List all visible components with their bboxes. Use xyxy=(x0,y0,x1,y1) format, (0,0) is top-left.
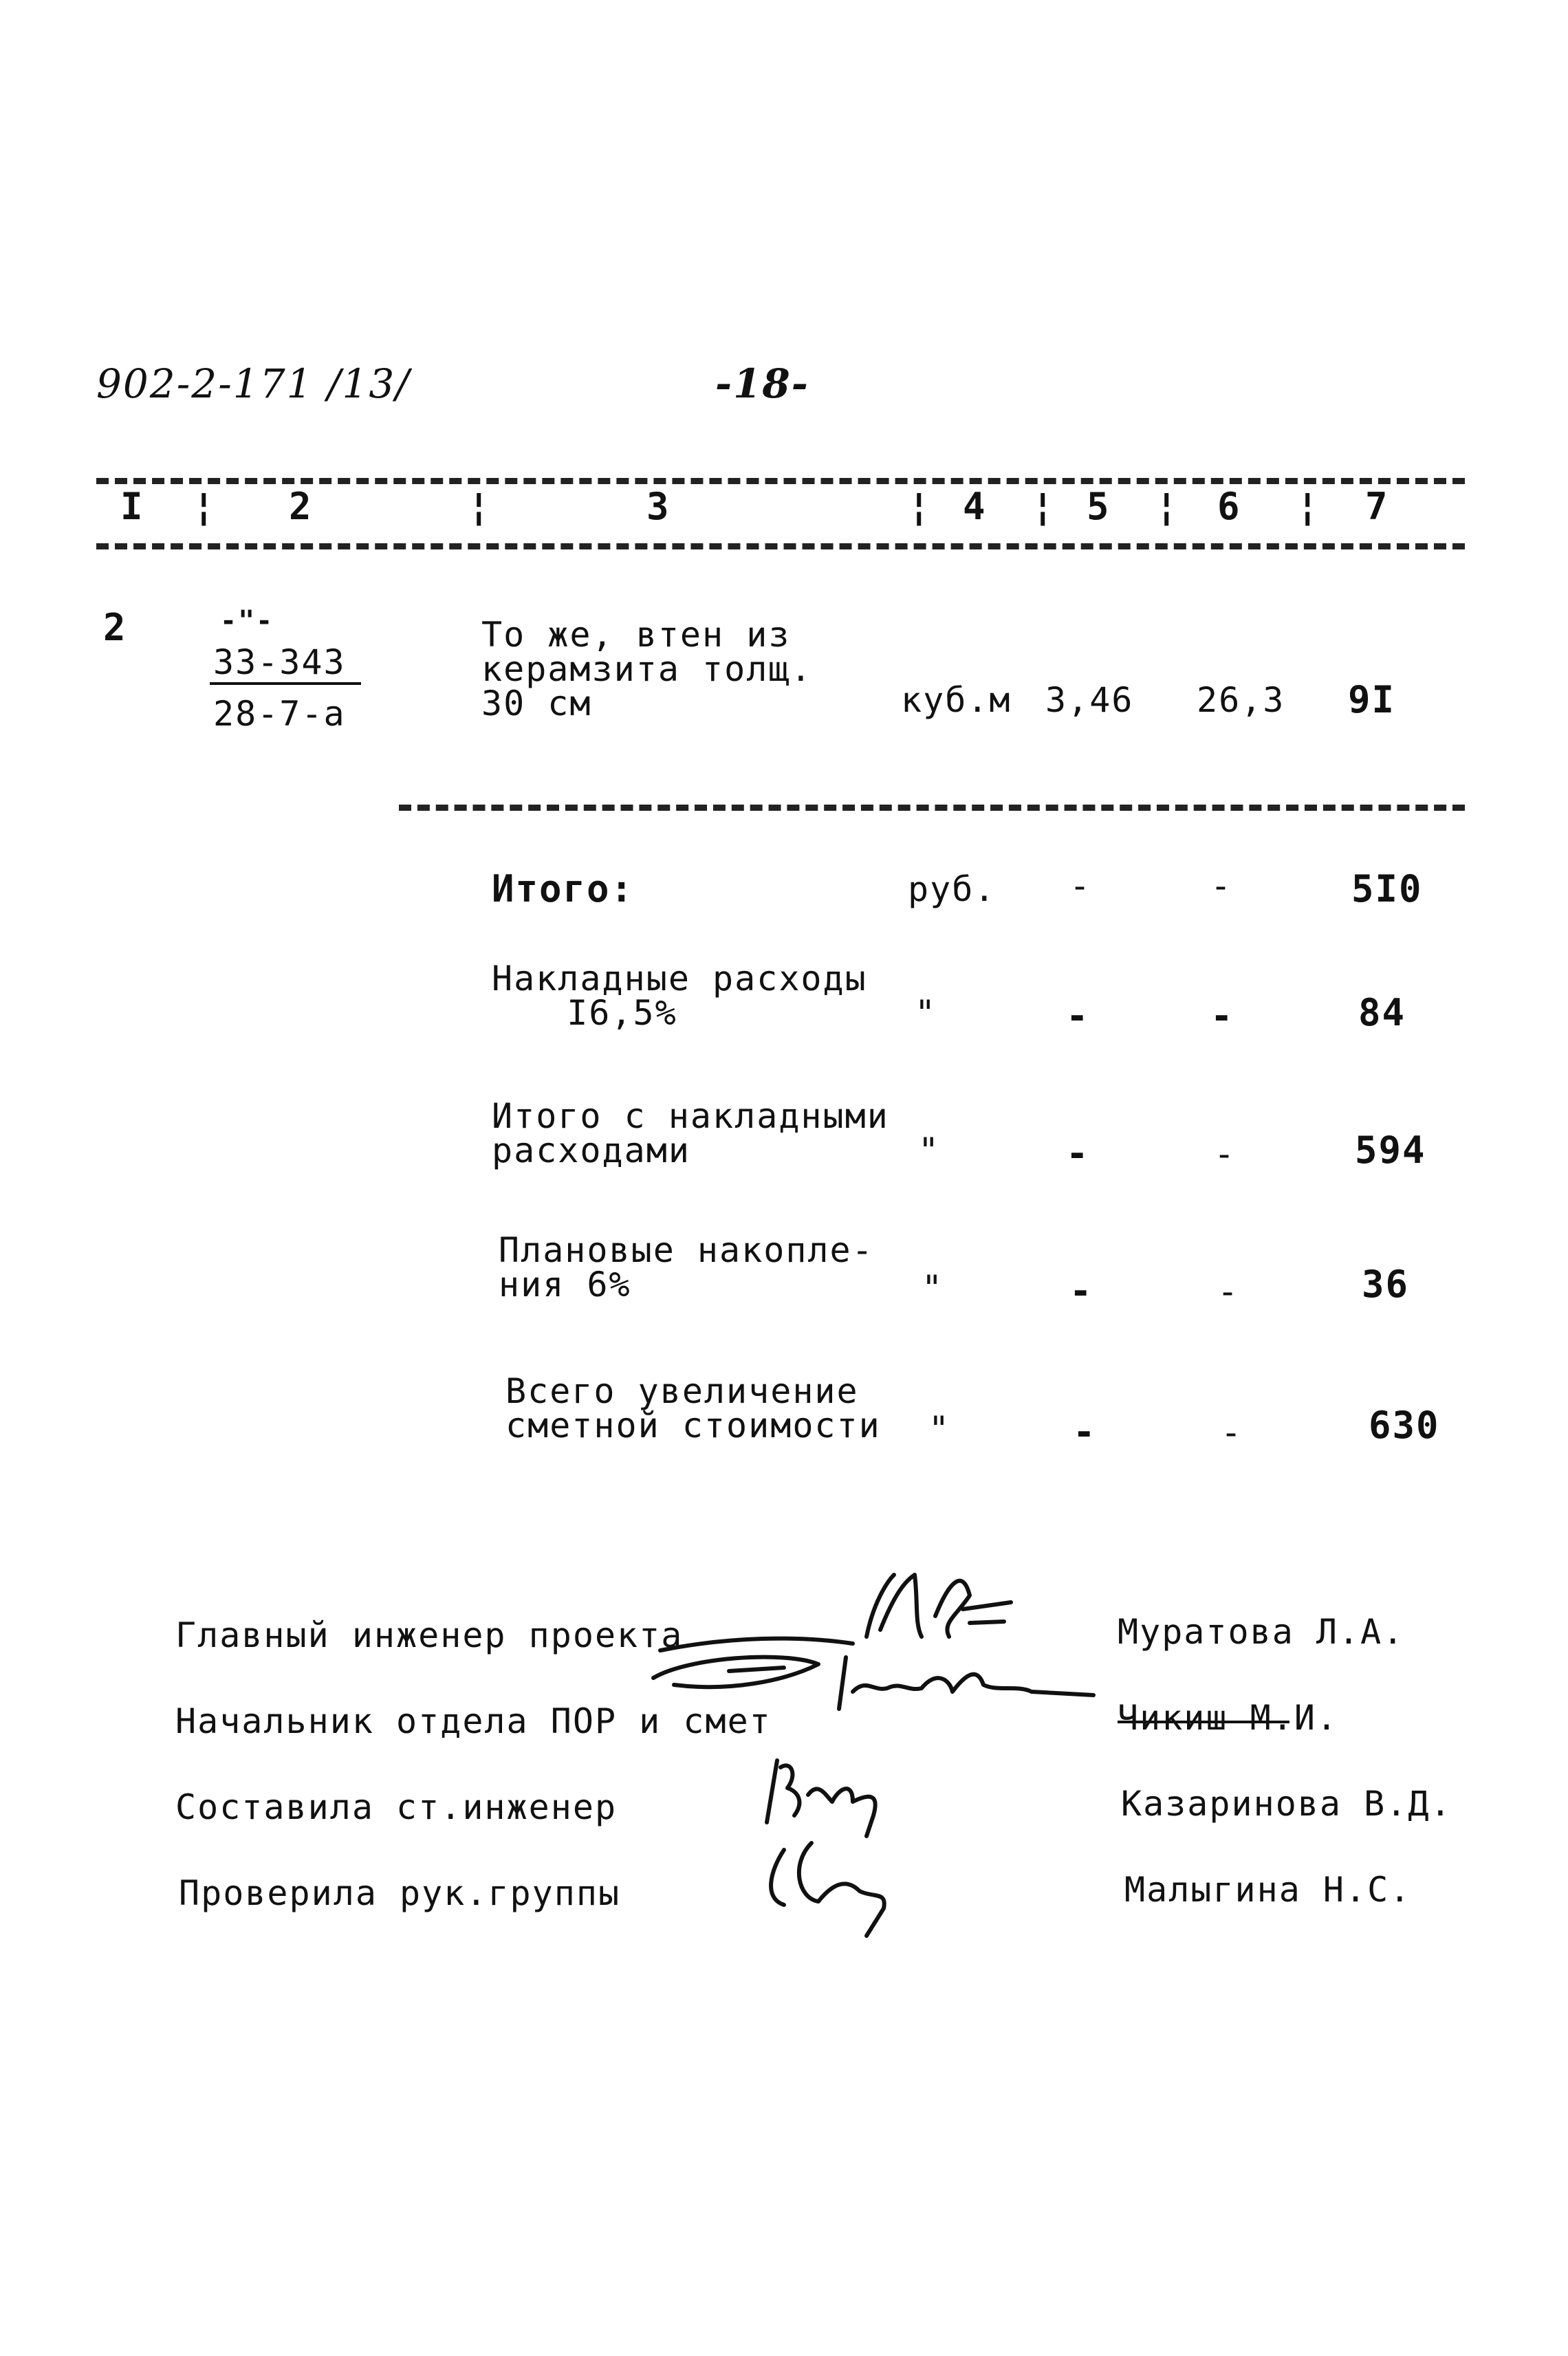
row-description-line-3: 30 см xyxy=(481,684,592,723)
column-header-1: I xyxy=(120,485,143,528)
subtotal-unit: " xyxy=(918,1131,941,1170)
signature-name-2: Чикиш М.И. xyxy=(1118,1698,1339,1738)
handwritten-signatures-graphic xyxy=(646,1554,1128,1939)
total-label-line-1: Итого: xyxy=(492,867,635,910)
grand-total-value: 630 xyxy=(1369,1404,1440,1447)
total-col5: - xyxy=(1069,866,1092,906)
signature-name-4: Малыгина Н.С. xyxy=(1124,1870,1412,1910)
overhead-col6: - xyxy=(1210,994,1234,1038)
ref-main: 33-343 xyxy=(213,642,346,682)
row-unit: куб.м xyxy=(901,680,1012,720)
ref-underline xyxy=(210,682,361,685)
document-code: 902-2-171 /13/ xyxy=(96,360,411,407)
subtotal-label-line-2: расходами xyxy=(492,1131,690,1170)
overhead-value: 84 xyxy=(1358,991,1406,1034)
row-description-line-2: керамзита толщ. xyxy=(481,649,813,689)
signature-role-4: Проверила рук.группы xyxy=(179,1873,621,1913)
ref-sub: 28-7-a xyxy=(213,694,346,734)
overhead-label-line-1: Накладные расходы xyxy=(492,959,867,999)
subtotal-col6: - xyxy=(1214,1134,1237,1174)
row-price: 26,3 xyxy=(1197,680,1285,720)
total-col6: - xyxy=(1210,866,1233,906)
profit-label-line-2: ния 6% xyxy=(499,1265,631,1305)
totals-separator xyxy=(399,805,1465,811)
total-value: 5I0 xyxy=(1351,867,1423,910)
grand-total-col6: - xyxy=(1221,1412,1243,1452)
subtotal-col5: - xyxy=(1066,1132,1090,1175)
grand-total-col5: - xyxy=(1073,1410,1097,1454)
subtotal-value: 594 xyxy=(1355,1128,1426,1172)
row-quantity: 3,46 xyxy=(1045,680,1134,720)
column-divider: ¦ xyxy=(193,485,215,528)
column-divider: ¦ xyxy=(1296,485,1319,528)
total-unit: руб. xyxy=(908,869,997,909)
page-number: -18- xyxy=(715,360,809,407)
signature-role-3: Составила ст.инженер xyxy=(175,1787,618,1827)
column-divider: ¦ xyxy=(1032,485,1054,528)
column-header-3: 3 xyxy=(646,485,669,528)
profit-col5: - xyxy=(1069,1269,1093,1313)
column-header-7: 7 xyxy=(1365,485,1388,528)
row-number: 2 xyxy=(103,606,127,649)
overhead-unit: " xyxy=(915,993,937,1033)
column-header-5: 5 xyxy=(1087,485,1109,528)
profit-unit: " xyxy=(922,1268,944,1308)
profit-label-line-1: Плановые накопле- xyxy=(499,1230,874,1270)
ref-ditto: -"- xyxy=(220,605,274,637)
row-description-line-1: То же, втен из xyxy=(481,615,791,655)
profit-col6: - xyxy=(1217,1272,1240,1311)
signature-name-1: Муратова Л.А. xyxy=(1118,1612,1405,1652)
column-divider: ¦ xyxy=(1155,485,1178,528)
header-top-rule xyxy=(96,478,1465,484)
column-header-2: 2 xyxy=(289,485,312,528)
column-header-6: 6 xyxy=(1217,485,1240,528)
column-header-4: 4 xyxy=(963,485,986,528)
profit-value: 36 xyxy=(1362,1263,1410,1306)
signature-role-2: Начальник отдела ПОР и смет xyxy=(175,1701,772,1741)
row-total: 9I xyxy=(1348,678,1396,721)
signature-role-1: Главный инженер проекта xyxy=(175,1615,684,1655)
grand-total-label-line-2: сметной стоимости xyxy=(505,1406,881,1446)
column-divider: ¦ xyxy=(908,485,930,528)
overhead-col5: - xyxy=(1066,994,1090,1038)
strikethrough-line xyxy=(1118,1721,1289,1723)
grand-total-unit: " xyxy=(928,1409,951,1449)
signature-name-3: Казаринова В.Д. xyxy=(1121,1784,1452,1824)
header-bottom-rule xyxy=(96,543,1465,549)
subtotal-label-line-1: Итого с накладными xyxy=(492,1096,889,1136)
overhead-label-line-2: I6,5% xyxy=(523,993,677,1033)
column-divider: ¦ xyxy=(468,485,490,528)
grand-total-label-line-1: Всего увеличение xyxy=(505,1371,859,1411)
